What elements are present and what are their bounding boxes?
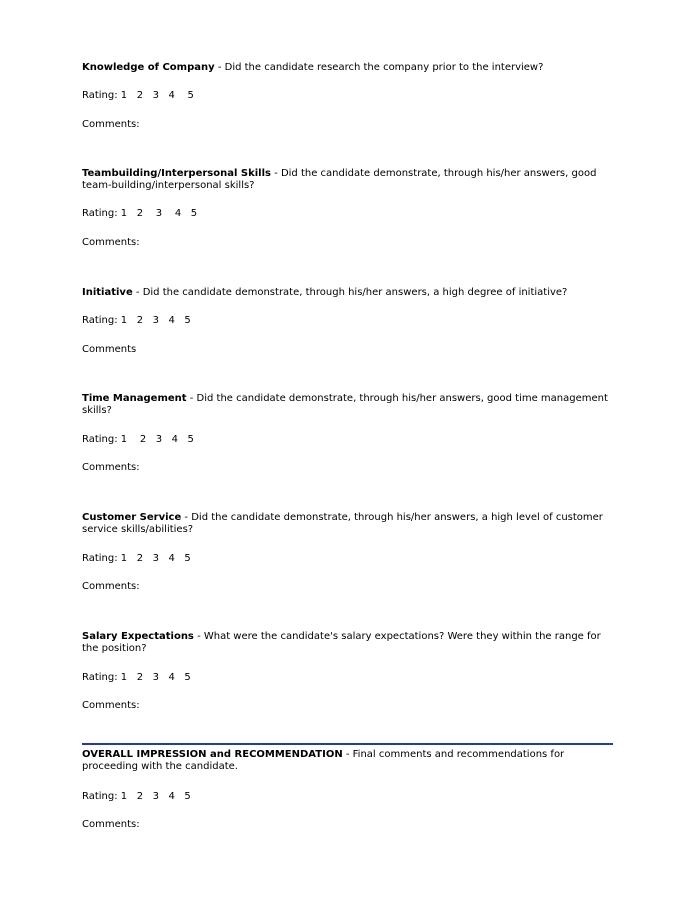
section-customer-service (82, 512, 612, 592)
rating-line: Rating: 1 2 3 4 5 (82, 208, 198, 219)
comments-label: Comments (82, 344, 137, 355)
comments-label: Comments: (82, 581, 140, 592)
rating-line: Rating: 1 2 3 4 5 (82, 672, 191, 683)
comments-label: Comments: (82, 462, 140, 473)
question-text (82, 62, 612, 74)
section-time-management (82, 393, 612, 473)
section-title: Salary Expectations (82, 631, 194, 642)
rating-line: Rating: 1 2 3 4 5 (82, 791, 191, 802)
comments-label: Comments: (82, 237, 140, 248)
question-body: - Did the candidate demonstrate, through his/her answers, a high level of customer service skills/abilities? (82, 512, 603, 535)
section-title: Knowledge of Company (82, 62, 215, 73)
comments-label: Comments: (82, 119, 140, 130)
question-body: - Did the candidate demonstrate, through his/her answers, good time management skills? (82, 393, 608, 416)
question-text (82, 168, 612, 192)
question-text (82, 631, 612, 655)
rating-line: Rating: 1 2 3 4 5 (82, 553, 191, 564)
section-initiative (82, 287, 612, 355)
question-body: - Did the candidate research the company prior to the interview? (214, 62, 544, 73)
question-body: - Did the candidate demonstrate, through his/her answers, good team-building/interpersonal skills? (82, 168, 597, 191)
section-salary-expectations (82, 631, 612, 711)
section-divider (82, 743, 613, 745)
section-title: Time Management (82, 393, 187, 404)
question-body: - What were the candidate's salary expectations? Were they within the range for the position? (82, 631, 601, 654)
section-title: Initiative (82, 287, 133, 298)
comments-label: Comments: (82, 700, 140, 711)
question-text (82, 287, 612, 299)
section-title: OVERALL IMPRESSION and RECOMMENDATION (82, 749, 343, 760)
comments-label: Comments: (82, 819, 140, 830)
rating-line: Rating: 1 2 3 4 5 (82, 90, 194, 101)
rating-line: Rating: 1 2 3 4 5 (82, 315, 191, 326)
section-title: Teambuilding/Interpersonal Skills (82, 168, 271, 179)
question-text (82, 749, 612, 773)
section-title: Customer Service (82, 512, 182, 523)
section-teambuilding (82, 168, 612, 248)
question-body: - Final comments and recommendations for proceeding with the candidate. (82, 749, 565, 772)
question-body: - Did the candidate demonstrate, through his/her answers, a high degree of initiative? (132, 287, 568, 298)
rating-line: Rating: 1 2 3 4 5 (82, 434, 194, 445)
section-overall-impression (82, 749, 612, 830)
question-text (82, 393, 612, 417)
question-text (82, 512, 612, 536)
section-knowledge-of-company (82, 62, 612, 130)
